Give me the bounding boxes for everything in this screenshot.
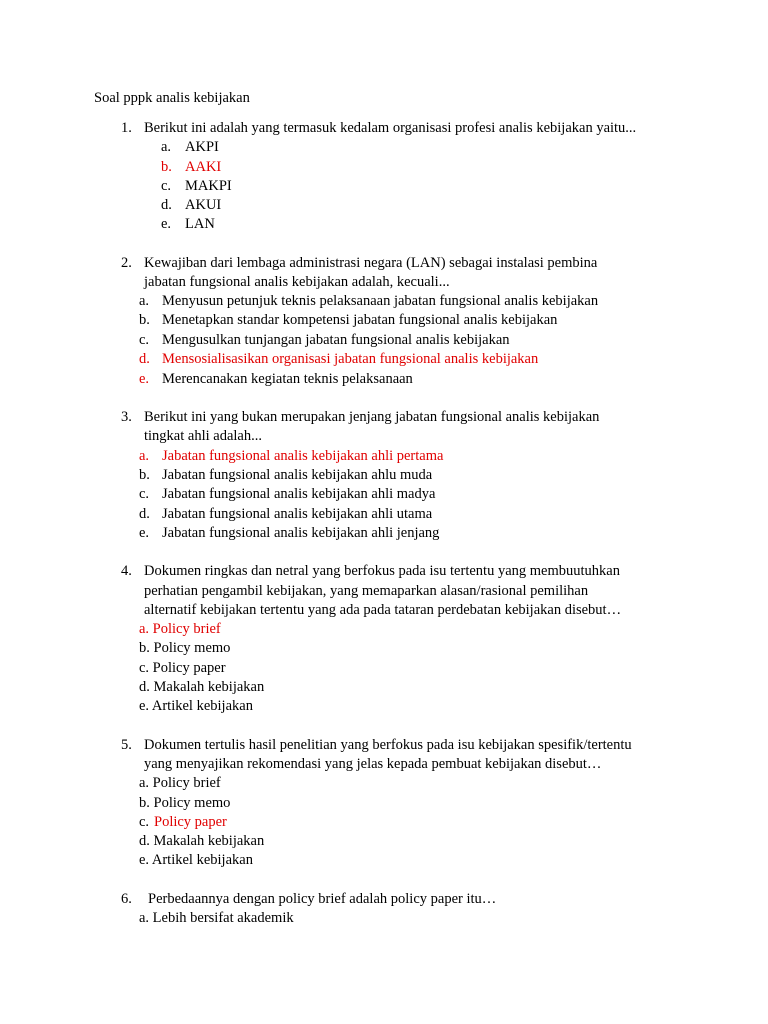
option-text: b. Policy memo bbox=[139, 640, 231, 656]
option-text: a. Policy brief bbox=[139, 775, 221, 791]
option-letter: a. bbox=[161, 139, 172, 155]
option-letter: a. bbox=[139, 293, 150, 309]
option-letter: c. bbox=[161, 178, 172, 194]
question-number: 4. bbox=[121, 563, 132, 579]
option-letter: d. bbox=[161, 197, 172, 213]
option-text: MAKPI bbox=[185, 178, 232, 194]
option-text: Jabatan fungsional analis kebijakan ahli madya bbox=[162, 486, 436, 502]
option-letter: b. bbox=[139, 467, 150, 483]
question-text: tingkat ahli adalah... bbox=[144, 428, 262, 444]
option-text-correct: Mensosialisasikan organisasi jabatan fungsional analis kebijakan bbox=[162, 351, 539, 367]
option-text: d. Makalah kebijakan bbox=[139, 833, 265, 849]
question-number: 2. bbox=[121, 255, 132, 271]
question-text: Berikut ini adalah yang termasuk kedalam organisasi profesi analis kebijakan yaitu... bbox=[144, 120, 637, 136]
question-text: yang menyajikan rekomendasi yang jelas kepada pembuat kebijakan disebut… bbox=[144, 756, 602, 772]
option-text: c. Policy paper bbox=[139, 660, 226, 676]
option-text: e. Artikel kebijakan bbox=[139, 698, 253, 714]
option-letter-correct: b. bbox=[161, 159, 172, 175]
option-text: Merencanakan kegiatan teknis pelaksanaan bbox=[162, 371, 413, 387]
question-text: alternatif kebijakan tertentu yang ada pada tataran perdebatan kebijakan disebut… bbox=[144, 602, 622, 618]
question-number: 1. bbox=[121, 120, 132, 136]
option-letter-correct: e. bbox=[139, 371, 150, 387]
question-text: Dokumen ringkas dan netral yang berfokus pada isu tertentu yang membuutuhkan bbox=[144, 563, 620, 579]
option-letter: d. bbox=[139, 506, 150, 522]
question-text: jabatan fungsional analis kebijakan adalah, kecuali... bbox=[144, 274, 450, 290]
option-letter: e. bbox=[139, 525, 150, 541]
option-letter: c. bbox=[139, 814, 150, 830]
question-number: 6. bbox=[121, 891, 132, 907]
option-text-correct: Policy paper bbox=[154, 814, 227, 830]
option-text: AKPI bbox=[185, 139, 219, 155]
question-text: perhatian pengambil kebijakan, yang memaparkan alasan/rasional pemilihan bbox=[144, 583, 589, 599]
option-text: d. Makalah kebijakan bbox=[139, 679, 265, 695]
option-letter: c. bbox=[139, 332, 150, 348]
option-text: a. Lebih bersifat akademik bbox=[139, 910, 294, 926]
option-text: b. Policy memo bbox=[139, 795, 231, 811]
option-text: Mengusulkan tunjangan jabatan fungsional analis kebijakan bbox=[162, 332, 510, 348]
question-text: Berikut ini yang bukan merupakan jenjang jabatan fungsional analis kebijakan bbox=[144, 409, 600, 425]
option-text: Jabatan fungsional analis kebijakan ahlu muda bbox=[162, 467, 433, 483]
option-letter: c. bbox=[139, 486, 150, 502]
option-text-correct: a. Policy brief bbox=[139, 621, 221, 637]
option-text: Menyusun petunjuk teknis pelaksanaan jabatan fungsional analis kebijakan bbox=[162, 293, 599, 309]
option-text: Jabatan fungsional analis kebijakan ahli jenjang bbox=[162, 525, 440, 541]
page-title: Soal pppk analis kebijakan bbox=[94, 90, 250, 106]
option-text-correct: AAKI bbox=[185, 159, 222, 175]
option-text: e. Artikel kebijakan bbox=[139, 852, 253, 868]
option-text-correct: Jabatan fungsional analis kebijakan ahli pertama bbox=[162, 448, 444, 464]
question-text: Kewajiban dari lembaga administrasi negara (LAN) sebagai instalasi pembina bbox=[144, 255, 598, 271]
question-number: 3. bbox=[121, 409, 132, 425]
option-letter: e. bbox=[161, 216, 172, 232]
option-letter: b. bbox=[139, 312, 150, 328]
option-letter-correct: d. bbox=[139, 351, 150, 367]
option-text: AKUI bbox=[185, 197, 222, 213]
option-text: Jabatan fungsional analis kebijakan ahli utama bbox=[162, 506, 433, 522]
question-text: Perbedaannya dengan policy brief adalah policy paper itu… bbox=[148, 891, 497, 907]
question-text: Dokumen tertulis hasil penelitian yang berfokus pada isu kebijakan spesifik/tertentu bbox=[144, 737, 632, 753]
option-text: LAN bbox=[185, 216, 215, 232]
option-text: Menetapkan standar kompetensi jabatan fungsional analis kebijakan bbox=[162, 312, 558, 328]
question-number: 5. bbox=[121, 737, 132, 753]
option-letter-correct: a. bbox=[139, 448, 150, 464]
